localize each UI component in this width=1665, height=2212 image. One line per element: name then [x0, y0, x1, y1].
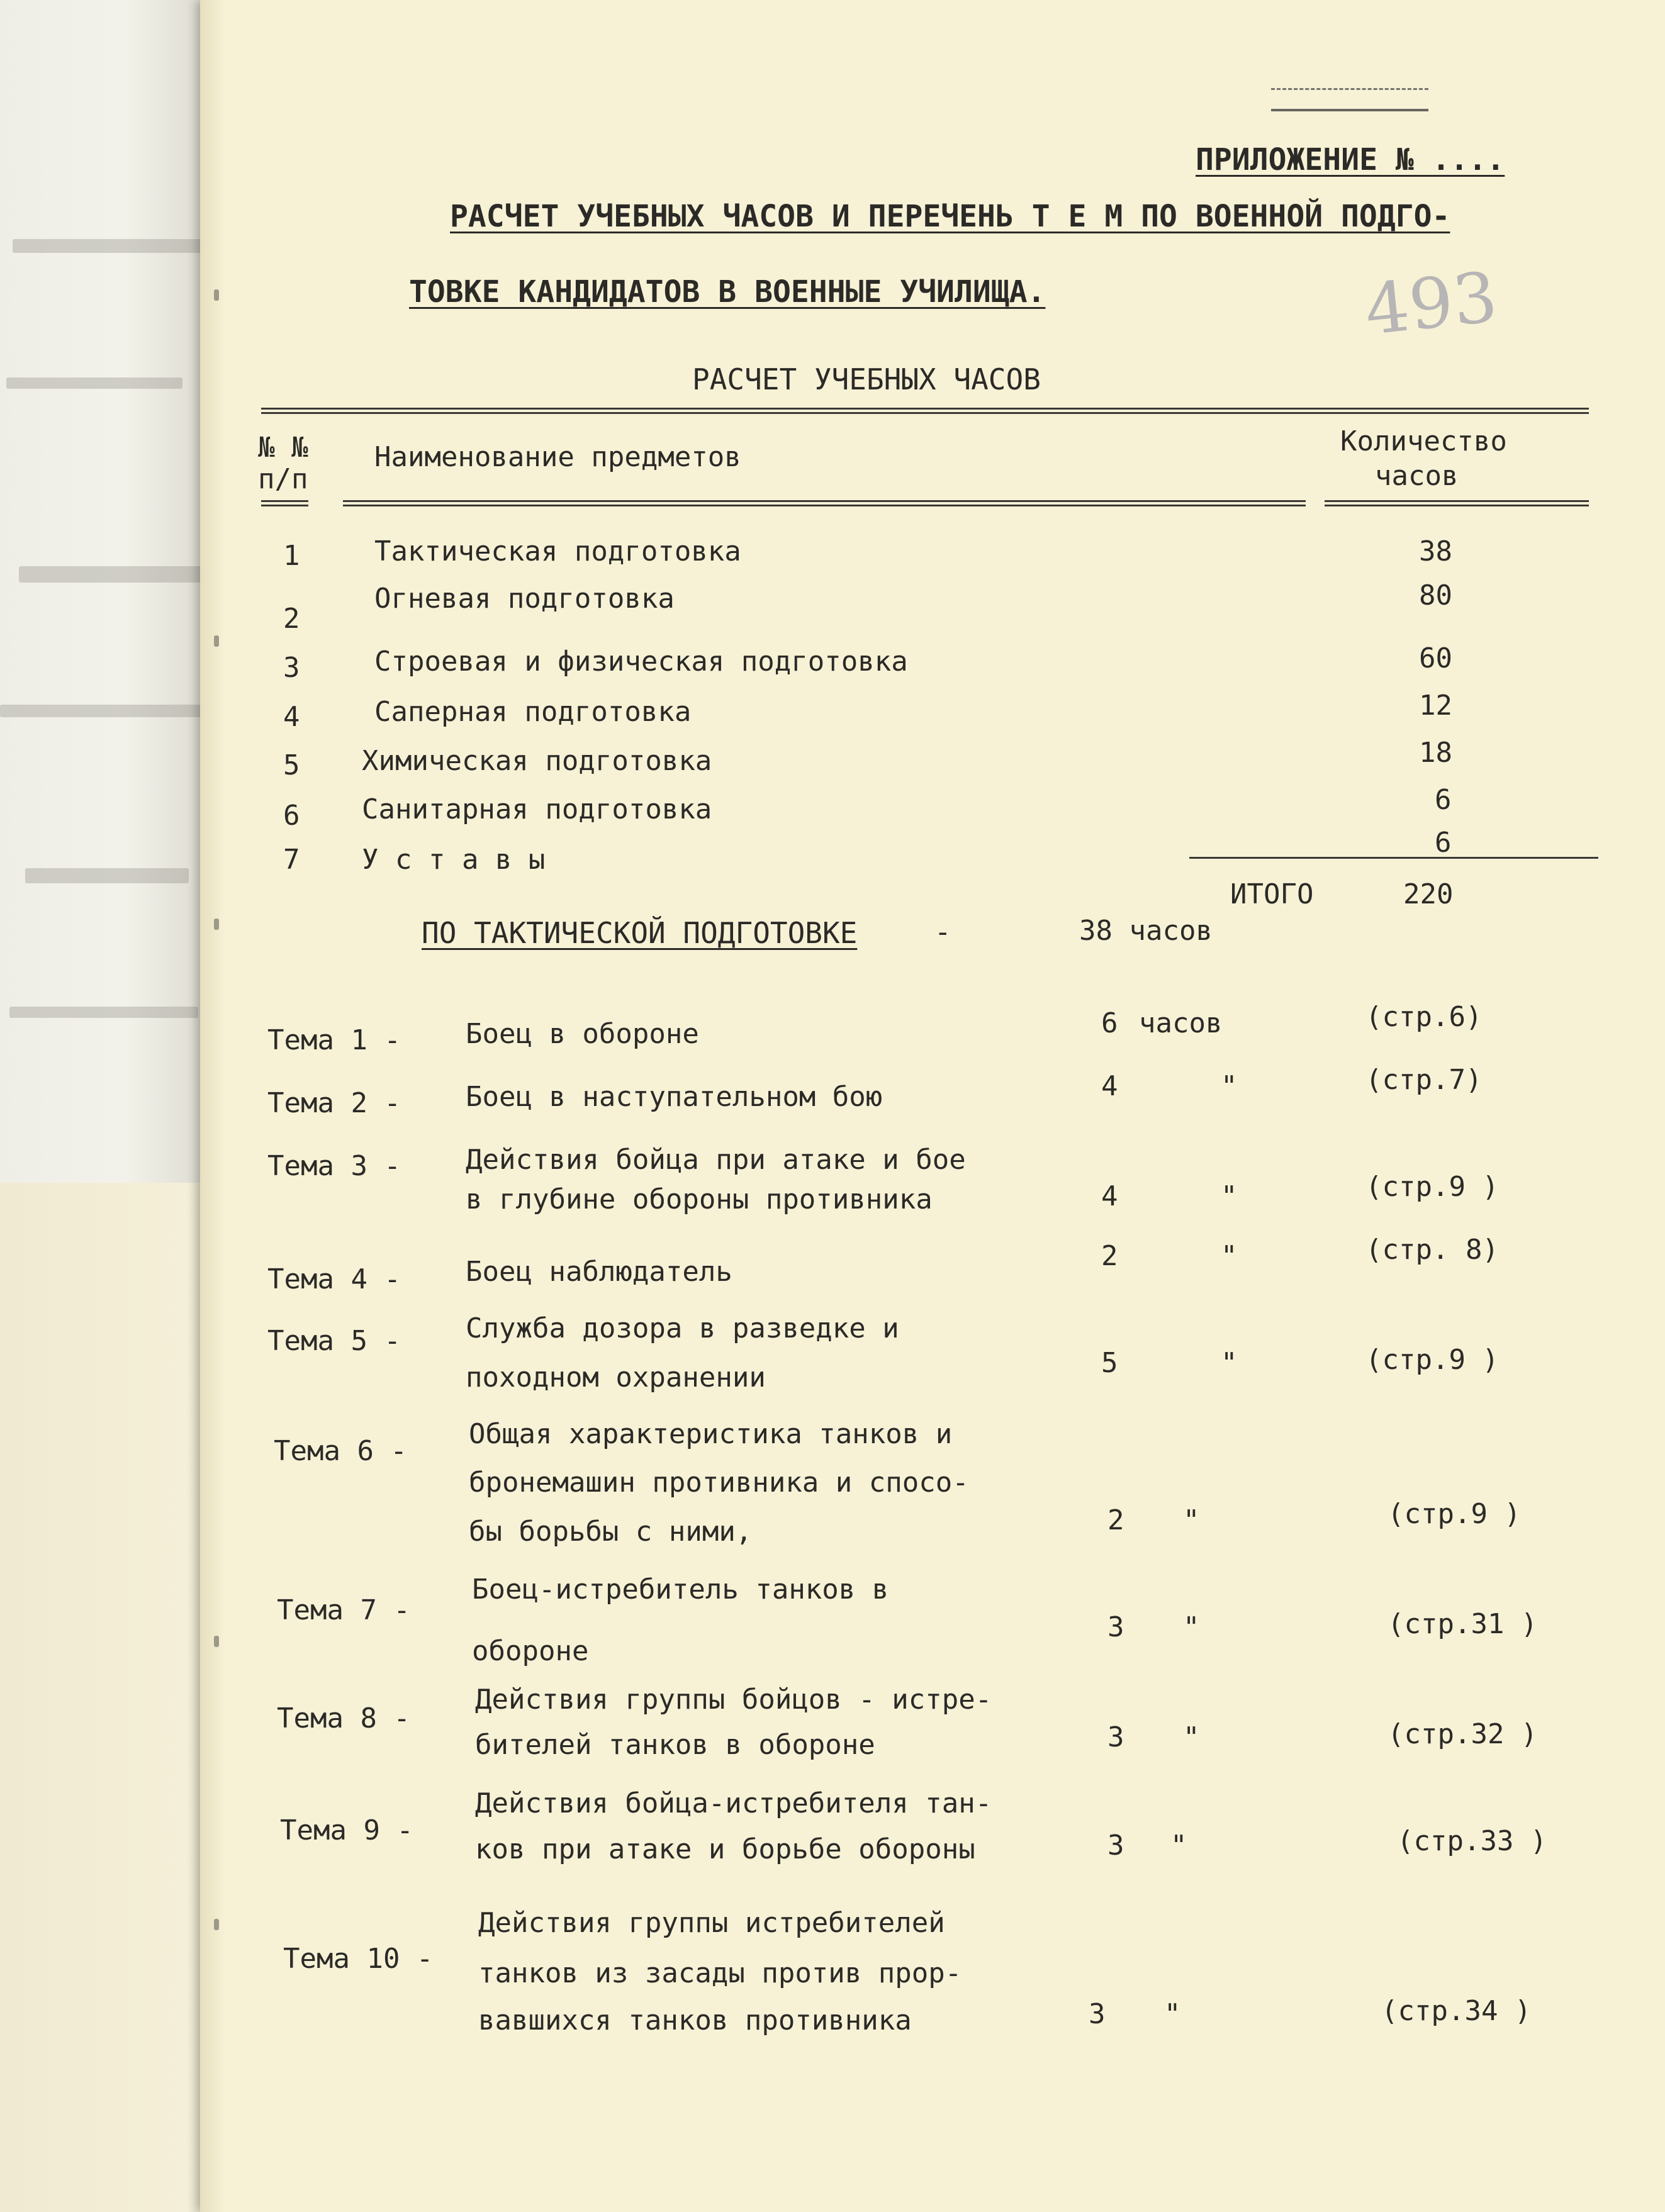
- topic-7-label: Тема 7 -: [277, 1594, 410, 1626]
- col-name-header: Наименование предметов: [374, 441, 741, 473]
- header-rule-hours: [1325, 500, 1589, 506]
- topic-9-line-1: Действия бойца-истребителя тан-: [475, 1787, 992, 1819]
- topic-7-line-2: обороне: [472, 1635, 589, 1667]
- row-5-name: Химическая подготовка: [362, 745, 712, 777]
- topic-8-line-2: бителей танков в обороне: [475, 1729, 875, 1761]
- topic-3-line-1: Действия бойца при атаке и бое: [466, 1144, 966, 1176]
- row-1-hours: 38: [1419, 535, 1452, 567]
- row-1-num: 1: [283, 540, 300, 572]
- binding-stitch: [214, 635, 219, 647]
- row-4-name: Саперная подготовка: [374, 696, 692, 728]
- crossed-out-mark: [1271, 88, 1428, 111]
- topic-2-hours: 4: [1101, 1070, 1118, 1102]
- topic-4-unit: ": [1221, 1240, 1238, 1272]
- topic-6-line-3: бы борьбы с ними,: [469, 1516, 753, 1548]
- topic-1-line-1: Боец в обороне: [466, 1018, 699, 1050]
- topic-10-label: Тема 10 -: [283, 1943, 434, 1975]
- title-line-1: РАСЧЕТ УЧЕБНЫХ ЧАСОВ И ПЕРЕЧЕНЬ Т Е М ПО ВОЕННОЙ ПОДГО-: [450, 199, 1450, 234]
- total-value: 220: [1403, 878, 1454, 910]
- topic-4-line-1: Боец наблюдатель: [466, 1256, 732, 1288]
- topic-6-hours: 2: [1107, 1504, 1124, 1536]
- handwritten-number: 493: [1361, 256, 1501, 351]
- topic-4-label: Тема 4 -: [267, 1263, 401, 1295]
- row-2-hours: 80: [1419, 579, 1452, 612]
- topic-6-line-2: бронемашин противника и спосо-: [469, 1466, 969, 1499]
- header-rule-num: [261, 500, 308, 506]
- row-7-hours: 6: [1435, 827, 1452, 859]
- binding-stitch: [214, 919, 219, 930]
- topic-7-page: (стр.31 ): [1388, 1608, 1538, 1640]
- topic-6-label: Тема 6 -: [274, 1435, 407, 1467]
- total-label: ИТОГО: [1230, 878, 1314, 910]
- topic-5-label: Тема 5 -: [267, 1325, 401, 1357]
- topic-2-line-1: Боец в наступательном бою: [466, 1081, 883, 1113]
- row-3-num: 3: [283, 652, 300, 684]
- topic-10-unit: ": [1164, 1998, 1181, 2030]
- topic-1-unit: часов: [1139, 1007, 1223, 1039]
- topic-8-hours: 3: [1107, 1721, 1124, 1753]
- topic-9-label: Тема 9 -: [280, 1814, 413, 1846]
- underlying-lower-sheet: [0, 1183, 233, 2212]
- topic-10-line-2: танков из засады против прор-: [478, 1957, 962, 1989]
- topic-8-page: (стр.32 ): [1388, 1718, 1538, 1750]
- topic-3-page: (стр.9 ): [1365, 1171, 1499, 1203]
- page-gutter: [200, 0, 225, 2212]
- topic-4-page: (стр. 8): [1365, 1234, 1499, 1266]
- table-top-rule: [261, 408, 1589, 414]
- header-rule-name: [343, 500, 1306, 506]
- topic-5-hours: 5: [1101, 1347, 1118, 1379]
- topic-3-unit: ": [1221, 1180, 1238, 1212]
- topic-3-line-2: в глубине обороны противника: [466, 1183, 933, 1215]
- title-line-2: ТОВКЕ КАНДИДАТОВ В ВОЕННЫЕ УЧИЛИЩА.: [409, 274, 1046, 310]
- binding-stitch: [214, 1919, 219, 1930]
- topic-1-hours: 6: [1101, 1007, 1118, 1039]
- row-5-hours: 18: [1419, 737, 1452, 769]
- row-3-name: Строевая и физическая подготовка: [374, 645, 908, 678]
- row-4-hours: 12: [1419, 690, 1452, 722]
- topic-5-page: (стр.9 ): [1365, 1344, 1499, 1376]
- topic-9-line-2: ков при атаке и борьбе обороны: [475, 1833, 975, 1865]
- row-2-num: 2: [283, 603, 300, 635]
- topic-10-line-3: вавшихся танков противника: [478, 2004, 912, 2036]
- row-1-name: Тактическая подготовка: [374, 535, 741, 567]
- topic-3-label: Тема 3 -: [267, 1150, 401, 1182]
- topic-4-hours: 2: [1101, 1240, 1118, 1272]
- col-hours-header-2: часов: [1375, 460, 1459, 492]
- row-7-name: У с т а в ы: [362, 844, 546, 876]
- topic-6-page: (стр.9 ): [1388, 1498, 1521, 1530]
- topic-7-unit: ": [1183, 1611, 1200, 1643]
- hours-table-heading: РАСЧЕТ УЧЕБНЫХ ЧАСОВ: [692, 362, 1041, 396]
- topic-2-page: (стр.7): [1365, 1064, 1483, 1096]
- topic-7-hours: 3: [1107, 1611, 1124, 1643]
- topic-6-unit: ": [1183, 1504, 1200, 1536]
- topic-6-line-1: Общая характеристика танков и: [469, 1418, 953, 1450]
- col-hours-header-1: Количество: [1340, 425, 1507, 457]
- topic-1-page: (стр.6): [1365, 1001, 1483, 1033]
- row-3-hours: 60: [1419, 642, 1452, 674]
- topic-8-label: Тема 8 -: [277, 1702, 410, 1734]
- tactical-heading: ПО ТАКТИЧЕСКОЙ ПОДГОТОВКЕ: [422, 916, 858, 950]
- binding-stitch: [214, 1636, 219, 1647]
- col-num-header-2: п/п: [258, 463, 308, 495]
- topic-8-line-1: Действия группы бойцов - истре-: [475, 1684, 992, 1716]
- topic-10-hours: 3: [1089, 1998, 1106, 2030]
- row-6-hours: 6: [1435, 784, 1452, 816]
- tactical-heading-dash: -: [934, 916, 951, 948]
- topic-10-page: (стр.34 ): [1381, 1995, 1532, 2027]
- topic-8-unit: ": [1183, 1721, 1200, 1753]
- row-4-num: 4: [283, 701, 300, 733]
- topic-5-line-1: Служба дозора в разведке и: [466, 1312, 899, 1344]
- row-2-name: Огневая подготовка: [374, 583, 675, 615]
- topic-7-line-1: Боец-истребитель танков в: [472, 1573, 889, 1606]
- topic-2-label: Тема 2 -: [267, 1087, 401, 1119]
- row-6-num: 6: [283, 800, 300, 832]
- row-6-name: Санитарная подготовка: [362, 793, 712, 825]
- topic-5-line-2: походном охранении: [466, 1361, 766, 1394]
- topic-2-unit: ": [1221, 1070, 1238, 1102]
- row-7-num: 7: [283, 844, 300, 876]
- topic-5-unit: ": [1221, 1347, 1238, 1379]
- row-5-num: 5: [283, 749, 300, 781]
- total-rule: [1189, 857, 1598, 859]
- topic-3-hours: 4: [1101, 1180, 1118, 1212]
- topic-9-unit: ": [1170, 1829, 1187, 1862]
- topic-9-page: (стр.33 ): [1397, 1825, 1547, 1857]
- binding-stitch: [214, 289, 219, 301]
- col-num-header-1: № №: [258, 432, 308, 464]
- topic-1-label: Тема 1 -: [267, 1024, 401, 1056]
- topic-10-line-1: Действия группы истребителей: [478, 1907, 945, 1939]
- appendix-label: ПРИЛОЖЕНИЕ № ....: [1196, 142, 1505, 177]
- tactical-total-hours: 38 часов: [1079, 915, 1213, 947]
- topic-9-hours: 3: [1107, 1829, 1124, 1862]
